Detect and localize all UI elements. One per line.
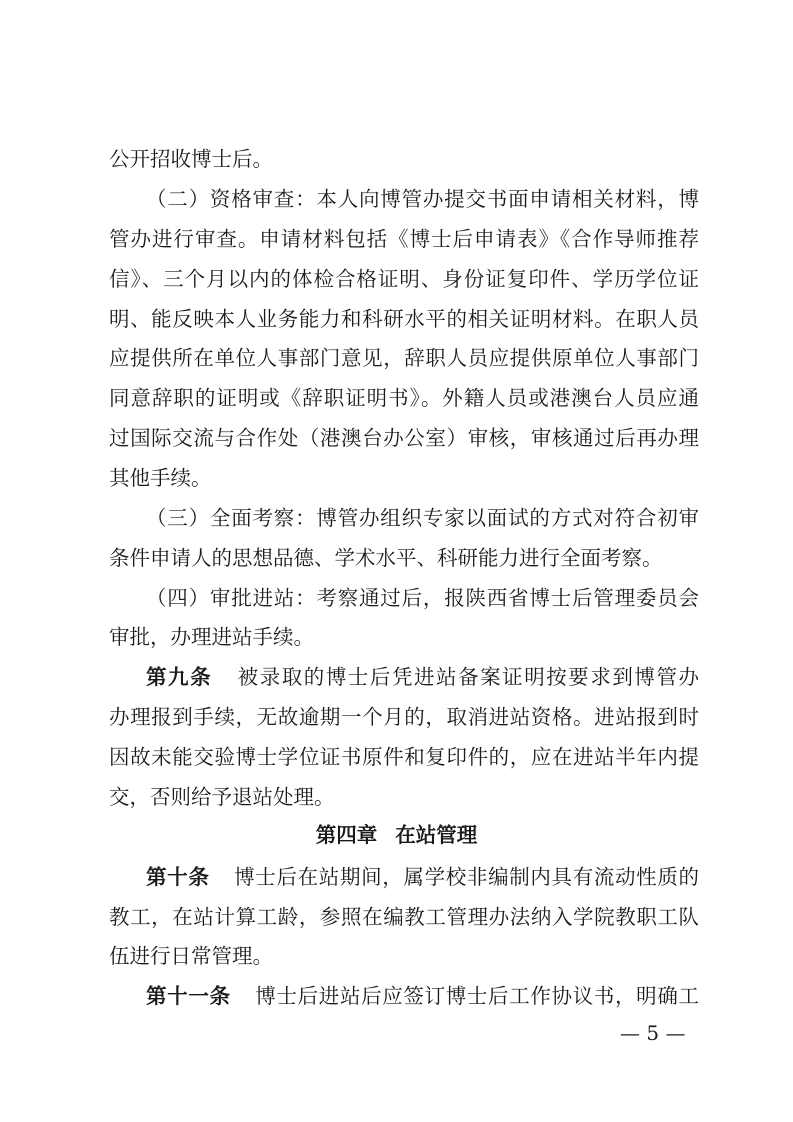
article-9-text: 被录取的博士后凭进站备案证明按要求到博管办 [236, 665, 699, 689]
article-11-first-line [146, 979, 699, 1013]
chapter-heading [0, 818, 793, 852]
paragraph-line: 过国际交流与合作处（港澳台办公室）审核，审核通过后再办理 [109, 426, 699, 450]
page-number: — 5 — [620, 1021, 686, 1045]
article-11-text: 博士后进站后应签订博士后工作协议书，明确工 [254, 984, 699, 1008]
chapter-number: 第四章 [315, 823, 378, 847]
paragraph-line: 其他手续。 [109, 466, 212, 490]
paragraph-line: 明、能反映本人业务能力和科研水平的相关证明材料。在职人员 [109, 307, 699, 331]
article-10-first-line [146, 860, 699, 894]
paragraph-line: （四）审批进站：考察通过后，报陕西省博士后管理委员会 [146, 586, 699, 610]
article-10-text: 博士后在站期间，属学校非编制内具有流动性质的 [233, 865, 700, 889]
article-11-title: 第十一条 [146, 984, 231, 1008]
paragraph-line: 应提供所在单位人事部门意见，辞职人员应提供原单位人事部门 [109, 346, 699, 370]
paragraph-line: 教工，在站计算工龄，参照在编教工管理办法纳入学院教职工队 [109, 905, 699, 929]
paragraph-line: 公开招收博士后。 [109, 147, 273, 171]
paragraph-line: （三）全面考察：博管办组织专家以面试的方式对符合初审 [146, 506, 699, 530]
article-10-title: 第十条 [146, 865, 210, 889]
paragraph-line: 因故未能交验博士学位证书原件和复印件的，应在进站半年内提 [109, 745, 699, 769]
paragraph-line: 审批，办理进站手续。 [109, 625, 314, 649]
paragraph-line: 办理报到手续，无故逾期一个月的，取消进站资格。进站报到时 [109, 705, 699, 729]
article-9-first-line [146, 660, 699, 694]
paragraph-line: 信》、三个月以内的体检合格证明、身份证复印件、学历学位证 [109, 267, 699, 291]
chapter-title: 在站管理 [395, 823, 478, 847]
paragraph-line: 管办进行审查。申请材料包括《博士后申请表》《合作导师推荐 [109, 227, 699, 251]
paragraph-line: 同意辞职的证明或《辞职证明书》。外籍人员或港澳台人员应通 [109, 386, 699, 410]
article-9-title: 第九条 [146, 665, 213, 689]
paragraph-line: （二）资格审查：本人向博管办提交书面申请相关材料，博 [146, 187, 699, 211]
paragraph-line: 交，否则给予退站处理。 [109, 785, 335, 809]
paragraph-line: 条件申请人的思想品德、学术水平、科研能力进行全面考察。 [109, 546, 663, 570]
paragraph-line: 伍进行日常管理。 [109, 944, 273, 968]
